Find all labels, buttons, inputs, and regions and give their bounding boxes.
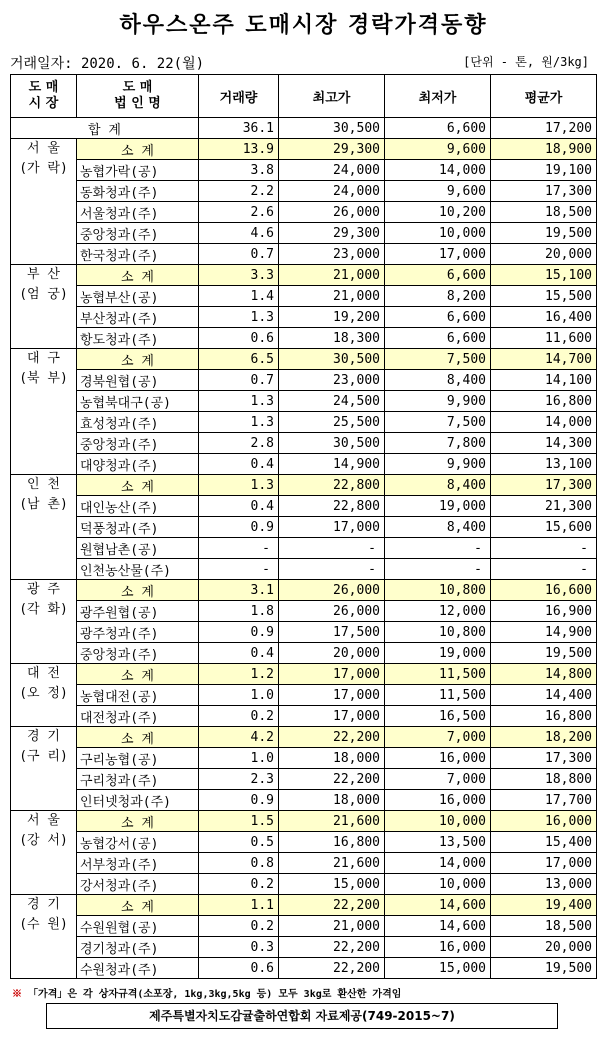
market-name-line: 경 기 <box>27 729 60 744</box>
row-max-price: 18,000 <box>279 748 385 769</box>
row-volume: 1.0 <box>199 748 279 769</box>
row-avg-price: 16,800 <box>491 706 597 727</box>
row-min-price: 9,600 <box>385 181 491 202</box>
price-note <box>12 985 401 1000</box>
company-name: 대양청과(주) <box>77 454 199 475</box>
row-avg-price: 14,400 <box>491 685 597 706</box>
subtotal-label: 소 계 <box>77 727 199 748</box>
table-body <box>11 118 597 979</box>
row-max-price: 23,000 <box>279 244 385 265</box>
row-avg-price: 19,500 <box>491 958 597 979</box>
table-row <box>11 223 597 244</box>
subtotal-label: 소 계 <box>77 580 199 601</box>
row-min-price: 10,000 <box>385 223 491 244</box>
table-row <box>11 244 597 265</box>
row-avg-price: 14,900 <box>491 622 597 643</box>
company-name: 대전청과(주) <box>77 706 199 727</box>
row-avg-price: 19,100 <box>491 160 597 181</box>
row-volume: 0.6 <box>199 328 279 349</box>
subtotal-label: 소 계 <box>77 265 199 286</box>
header-avg-price: 평균가 <box>491 75 597 118</box>
row-avg-price: 19,500 <box>491 223 597 244</box>
subtotal-label: 소 계 <box>77 664 199 685</box>
row-min-price: 16,000 <box>385 937 491 958</box>
market-name <box>11 811 77 895</box>
row-avg-price: 16,900 <box>491 601 597 622</box>
header-company <box>77 75 199 118</box>
table-row <box>11 853 597 874</box>
table-row <box>11 538 597 559</box>
total-label: 합 계 <box>11 118 199 139</box>
row-max-price: - <box>279 559 385 580</box>
table-row <box>11 559 597 580</box>
row-avg-price: 14,100 <box>491 370 597 391</box>
table-row <box>11 433 597 454</box>
row-max-price: 21,600 <box>279 853 385 874</box>
row-max-price: 17,000 <box>279 685 385 706</box>
row-volume: 2.3 <box>199 769 279 790</box>
table-row <box>11 643 597 664</box>
row-min-price: 10,200 <box>385 202 491 223</box>
market-name <box>11 664 77 727</box>
subtotal-volume: 6.5 <box>199 349 279 370</box>
row-volume: 3.8 <box>199 160 279 181</box>
row-avg-price: 13,000 <box>491 874 597 895</box>
row-avg-price: 16,400 <box>491 307 597 328</box>
row-max-price: 22,800 <box>279 496 385 517</box>
subtotal-min-price: 8,400 <box>385 475 491 496</box>
company-name: 광주청과(주) <box>77 622 199 643</box>
row-avg-price: 14,000 <box>491 412 597 433</box>
row-avg-price: 20,000 <box>491 244 597 265</box>
header-max-price: 최고가 <box>279 75 385 118</box>
row-avg-price: - <box>491 538 597 559</box>
company-name: 효성청과(주) <box>77 412 199 433</box>
subtotal-min-price: 10,000 <box>385 811 491 832</box>
row-avg-price: 14,300 <box>491 433 597 454</box>
row-volume: 1.3 <box>199 412 279 433</box>
market-name-line: 서 울 <box>27 813 60 828</box>
row-min-price: 6,600 <box>385 307 491 328</box>
subtotal-max-price: 22,800 <box>279 475 385 496</box>
market-name <box>11 475 77 580</box>
company-name: 중앙청과(주) <box>77 223 199 244</box>
row-volume: 0.9 <box>199 622 279 643</box>
note-mark: ※ <box>12 989 22 1000</box>
subtotal-max-price: 29,300 <box>279 139 385 160</box>
row-min-price: 7,500 <box>385 412 491 433</box>
row-max-price: 21,000 <box>279 286 385 307</box>
source-footer: 제주특별자치도감귤출하연합회 자료제공(749-2015~7) <box>46 1003 558 1029</box>
company-name: 농협가락(공) <box>77 160 199 181</box>
company-name: 수원청과(주) <box>77 958 199 979</box>
row-volume: 0.9 <box>199 790 279 811</box>
market-name-line: (구 리) <box>19 749 68 764</box>
table-row <box>11 496 597 517</box>
row-min-price: 8,400 <box>385 517 491 538</box>
header-market-line1: 도 매 <box>28 80 59 95</box>
price-table <box>10 74 597 979</box>
row-avg-price: 17,000 <box>491 853 597 874</box>
subtotal-row <box>11 727 597 748</box>
row-max-price: 18,300 <box>279 328 385 349</box>
subtotal-max-price: 26,000 <box>279 580 385 601</box>
market-name-line: 경 기 <box>27 897 60 912</box>
subtotal-min-price: 10,800 <box>385 580 491 601</box>
row-volume: 2.6 <box>199 202 279 223</box>
row-min-price: 13,500 <box>385 832 491 853</box>
table-row <box>11 685 597 706</box>
row-max-price: 22,200 <box>279 958 385 979</box>
table-row <box>11 286 597 307</box>
subtotal-label: 소 계 <box>77 349 199 370</box>
company-name: 대인농산(주) <box>77 496 199 517</box>
table-row <box>11 790 597 811</box>
company-name: 경북원협(공) <box>77 370 199 391</box>
subtotal-volume: 3.3 <box>199 265 279 286</box>
subtotal-volume: 1.5 <box>199 811 279 832</box>
subtotal-min-price: 9,600 <box>385 139 491 160</box>
row-volume: 0.2 <box>199 916 279 937</box>
company-name: 구리청과(주) <box>77 769 199 790</box>
subtotal-avg-price: 14,800 <box>491 664 597 685</box>
row-max-price: 21,000 <box>279 916 385 937</box>
table-row <box>11 748 597 769</box>
row-volume: 1.3 <box>199 307 279 328</box>
subtotal-avg-price: 17,300 <box>491 475 597 496</box>
row-volume: 0.4 <box>199 454 279 475</box>
total-volume: 36.1 <box>199 118 279 139</box>
header-row <box>11 75 597 118</box>
total-row <box>11 118 597 139</box>
row-volume: 1.4 <box>199 286 279 307</box>
subtotal-max-price: 22,200 <box>279 895 385 916</box>
market-name-line: (각 화) <box>19 602 68 617</box>
header-company-line1: 도 매 <box>122 80 153 95</box>
company-name: 서울청과(주) <box>77 202 199 223</box>
page-title: 하우스온주 도매시장 경락가격동향 <box>119 13 488 38</box>
total-max-price: 30,500 <box>279 118 385 139</box>
row-volume: 2.8 <box>199 433 279 454</box>
table-row <box>11 412 597 433</box>
row-volume: 1.3 <box>199 391 279 412</box>
row-min-price: 16,500 <box>385 706 491 727</box>
company-name: 서부청과(주) <box>77 853 199 874</box>
subtotal-row <box>11 349 597 370</box>
market-name <box>11 139 77 265</box>
subtotal-row <box>11 475 597 496</box>
row-max-price: 26,000 <box>279 202 385 223</box>
row-volume: - <box>199 538 279 559</box>
company-name: 구리농협(공) <box>77 748 199 769</box>
table-row <box>11 328 597 349</box>
table-row <box>11 832 597 853</box>
row-avg-price: 15,400 <box>491 832 597 853</box>
row-max-price: 24,000 <box>279 181 385 202</box>
subtotal-max-price: 21,000 <box>279 265 385 286</box>
market-name <box>11 727 77 811</box>
market-name-line: 광 주 <box>27 582 60 597</box>
subtotal-min-price: 7,500 <box>385 349 491 370</box>
row-volume: 0.9 <box>199 517 279 538</box>
market-name-line: (오 정) <box>19 686 68 701</box>
row-min-price: 14,000 <box>385 853 491 874</box>
market-name-line: 대 전 <box>27 666 60 681</box>
row-volume: 4.6 <box>199 223 279 244</box>
market-name <box>11 265 77 349</box>
company-name: 광주원협(공) <box>77 601 199 622</box>
table-row <box>11 937 597 958</box>
subtotal-avg-price: 18,900 <box>491 139 597 160</box>
subtotal-volume: 3.1 <box>199 580 279 601</box>
total-avg-price: 17,200 <box>491 118 597 139</box>
subtotal-label: 소 계 <box>77 475 199 496</box>
company-name: 한국청과(주) <box>77 244 199 265</box>
row-volume: 0.7 <box>199 244 279 265</box>
row-volume: 0.5 <box>199 832 279 853</box>
table-row <box>11 769 597 790</box>
company-name: 농협대전(공) <box>77 685 199 706</box>
company-name: 부산청과(주) <box>77 307 199 328</box>
row-max-price: 17,500 <box>279 622 385 643</box>
market-name-line: (수 원) <box>19 917 68 932</box>
row-max-price: - <box>279 538 385 559</box>
row-min-price: 19,000 <box>385 496 491 517</box>
subtotal-label: 소 계 <box>77 895 199 916</box>
row-avg-price: 13,100 <box>491 454 597 475</box>
row-min-price: 12,000 <box>385 601 491 622</box>
market-name <box>11 349 77 475</box>
company-name: 농협부산(공) <box>77 286 199 307</box>
row-avg-price: 17,300 <box>491 748 597 769</box>
company-name: 강서청과(주) <box>77 874 199 895</box>
row-volume: 0.2 <box>199 874 279 895</box>
row-avg-price: 16,800 <box>491 391 597 412</box>
subtotal-volume: 4.2 <box>199 727 279 748</box>
subtotal-avg-price: 18,200 <box>491 727 597 748</box>
subtotal-avg-price: 15,100 <box>491 265 597 286</box>
row-min-price: 8,200 <box>385 286 491 307</box>
market-name-line: (가 락) <box>19 161 68 176</box>
row-avg-price: 18,500 <box>491 202 597 223</box>
row-avg-price: 18,800 <box>491 769 597 790</box>
subtotal-avg-price: 14,700 <box>491 349 597 370</box>
table-row <box>11 517 597 538</box>
table-row <box>11 454 597 475</box>
row-max-price: 17,000 <box>279 517 385 538</box>
company-name: 항도청과(주) <box>77 328 199 349</box>
subtotal-max-price: 21,600 <box>279 811 385 832</box>
subtotal-volume: 1.2 <box>199 664 279 685</box>
market-name-line: (북 부) <box>19 371 68 386</box>
total-min-price: 6,600 <box>385 118 491 139</box>
subtotal-row <box>11 811 597 832</box>
subtotal-avg-price: 16,000 <box>491 811 597 832</box>
row-min-price: 11,500 <box>385 685 491 706</box>
row-min-price: 14,000 <box>385 160 491 181</box>
table-row <box>11 181 597 202</box>
row-max-price: 15,000 <box>279 874 385 895</box>
table-row <box>11 706 597 727</box>
subtotal-label: 소 계 <box>77 811 199 832</box>
row-min-price: 14,600 <box>385 916 491 937</box>
market-name-line: 대 구 <box>27 351 60 366</box>
subtotal-min-price: 6,600 <box>385 265 491 286</box>
row-max-price: 30,500 <box>279 433 385 454</box>
company-name: 동화청과(주) <box>77 181 199 202</box>
subtotal-min-price: 7,000 <box>385 727 491 748</box>
row-min-price: 7,800 <box>385 433 491 454</box>
row-max-price: 24,000 <box>279 160 385 181</box>
row-volume: 0.3 <box>199 937 279 958</box>
table-row <box>11 202 597 223</box>
row-max-price: 22,200 <box>279 769 385 790</box>
table-row <box>11 622 597 643</box>
table-row <box>11 916 597 937</box>
row-volume: 1.8 <box>199 601 279 622</box>
subtotal-volume: 1.1 <box>199 895 279 916</box>
table-row <box>11 391 597 412</box>
row-avg-price: 17,300 <box>491 181 597 202</box>
table-row <box>11 370 597 391</box>
company-name: 농협강서(공) <box>77 832 199 853</box>
row-max-price: 20,000 <box>279 643 385 664</box>
row-max-price: 24,500 <box>279 391 385 412</box>
table-row <box>11 160 597 181</box>
subtotal-volume: 13.9 <box>199 139 279 160</box>
row-max-price: 22,200 <box>279 937 385 958</box>
table-row <box>11 307 597 328</box>
row-volume: 0.4 <box>199 496 279 517</box>
row-volume: 1.0 <box>199 685 279 706</box>
row-avg-price: 20,000 <box>491 937 597 958</box>
row-min-price: 9,900 <box>385 391 491 412</box>
row-avg-price: 17,700 <box>491 790 597 811</box>
subtotal-max-price: 22,200 <box>279 727 385 748</box>
trade-date: 거래일자: 2020. 6. 22(월) <box>10 56 205 72</box>
row-max-price: 23,000 <box>279 370 385 391</box>
market-name-line: (남 촌) <box>19 497 68 512</box>
company-name: 원협남촌(공) <box>77 538 199 559</box>
row-min-price: 15,000 <box>385 958 491 979</box>
row-min-price: 16,000 <box>385 790 491 811</box>
row-max-price: 19,200 <box>279 307 385 328</box>
unit-label: [단위 - 톤, 원/3kg] <box>463 55 589 69</box>
row-min-price: 16,000 <box>385 748 491 769</box>
row-max-price: 14,900 <box>279 454 385 475</box>
header-min-price: 최저가 <box>385 75 491 118</box>
company-name: 경기청과(주) <box>77 937 199 958</box>
subtotal-max-price: 30,500 <box>279 349 385 370</box>
table-row <box>11 958 597 979</box>
subtotal-row <box>11 265 597 286</box>
company-name: 중앙청과(주) <box>77 643 199 664</box>
row-avg-price: 21,300 <box>491 496 597 517</box>
row-min-price: - <box>385 538 491 559</box>
market-name-line: (엄 궁) <box>19 287 68 302</box>
subtotal-avg-price: 19,400 <box>491 895 597 916</box>
company-name: 중앙청과(주) <box>77 433 199 454</box>
row-min-price: 17,000 <box>385 244 491 265</box>
company-name: 덕풍청과(주) <box>77 517 199 538</box>
subtotal-row <box>11 895 597 916</box>
row-volume: 0.4 <box>199 643 279 664</box>
header-company-line2: 법 인 명 <box>114 96 161 111</box>
row-max-price: 18,000 <box>279 790 385 811</box>
row-avg-price: 19,500 <box>491 643 597 664</box>
row-min-price: - <box>385 559 491 580</box>
subtotal-avg-price: 16,600 <box>491 580 597 601</box>
market-name <box>11 580 77 664</box>
table-row <box>11 601 597 622</box>
row-max-price: 25,500 <box>279 412 385 433</box>
header-volume: 거래량 <box>199 75 279 118</box>
header-market-line2: 시 장 <box>28 96 59 111</box>
market-name-line: 서 울 <box>27 141 60 156</box>
row-max-price: 29,300 <box>279 223 385 244</box>
row-volume: 2.2 <box>199 181 279 202</box>
company-name: 인천농산물(주) <box>77 559 199 580</box>
row-volume: 0.2 <box>199 706 279 727</box>
row-min-price: 7,000 <box>385 769 491 790</box>
header-market <box>11 75 77 118</box>
company-name: 수원원협(공) <box>77 916 199 937</box>
row-volume: - <box>199 559 279 580</box>
row-avg-price: 15,500 <box>491 286 597 307</box>
subtotal-min-price: 11,500 <box>385 664 491 685</box>
subtotal-label: 소 계 <box>77 139 199 160</box>
subtotal-row <box>11 580 597 601</box>
row-volume: 0.8 <box>199 853 279 874</box>
subtotal-row <box>11 664 597 685</box>
row-max-price: 16,800 <box>279 832 385 853</box>
subtotal-row <box>11 139 597 160</box>
row-volume: 0.6 <box>199 958 279 979</box>
subtotal-min-price: 14,600 <box>385 895 491 916</box>
market-name-line: (강 서) <box>19 833 68 848</box>
market-name <box>11 895 77 979</box>
row-avg-price: 15,600 <box>491 517 597 538</box>
company-name: 농협북대구(공) <box>77 391 199 412</box>
subtotal-volume: 1.3 <box>199 475 279 496</box>
row-min-price: 9,900 <box>385 454 491 475</box>
row-min-price: 8,400 <box>385 370 491 391</box>
subtotal-max-price: 17,000 <box>279 664 385 685</box>
table-row <box>11 874 597 895</box>
row-min-price: 10,800 <box>385 622 491 643</box>
row-min-price: 19,000 <box>385 643 491 664</box>
row-max-price: 26,000 <box>279 601 385 622</box>
note-text: 「가격」은 각 상자규격(소포장, 1kg,3kg,5kg 등) 모두 3kg로 환산한 가격임 <box>28 989 402 1000</box>
row-min-price: 10,000 <box>385 874 491 895</box>
row-min-price: 6,600 <box>385 328 491 349</box>
row-avg-price: - <box>491 559 597 580</box>
company-name: 인터넷청과(주) <box>77 790 199 811</box>
row-avg-price: 18,500 <box>491 916 597 937</box>
row-avg-price: 11,600 <box>491 328 597 349</box>
market-name-line: 부 산 <box>27 267 60 282</box>
row-max-price: 17,000 <box>279 706 385 727</box>
row-volume: 0.7 <box>199 370 279 391</box>
market-name-line: 인 천 <box>27 477 60 492</box>
